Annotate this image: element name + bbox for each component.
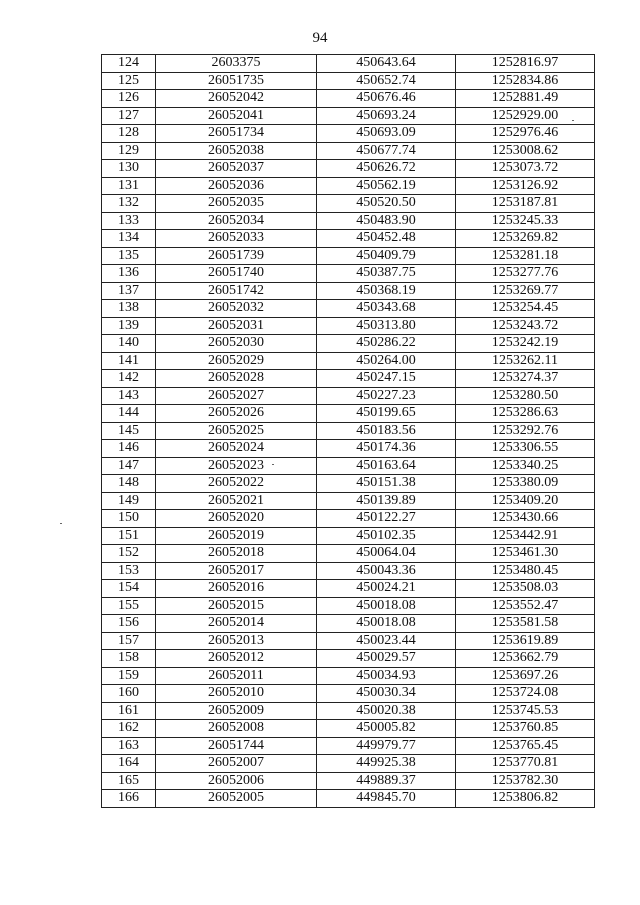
x-coordinate-cell: 450693.24 — [317, 107, 456, 125]
point-id-cell: 26052041 — [156, 107, 317, 125]
point-number-cell: 166 — [102, 790, 156, 808]
point-id-cell: 26052011 — [156, 667, 317, 685]
point-id-cell: 26052023 — [156, 457, 317, 475]
x-coordinate-cell: 450368.19 — [317, 282, 456, 300]
point-number-cell: 124 — [102, 55, 156, 73]
point-id-cell: 26052016 — [156, 580, 317, 598]
point-id-cell: 26052010 — [156, 685, 317, 703]
table-row — [102, 300, 595, 318]
table-row — [102, 422, 595, 440]
x-coordinate-cell: 450483.90 — [317, 212, 456, 230]
table-row — [102, 405, 595, 423]
point-number-cell: 155 — [102, 597, 156, 615]
scan-speck — [572, 120, 574, 121]
x-coordinate-cell: 450174.36 — [317, 440, 456, 458]
table-row — [102, 247, 595, 265]
x-coordinate-cell: 450652.74 — [317, 72, 456, 90]
point-number-cell: 144 — [102, 405, 156, 423]
x-coordinate-cell: 450064.04 — [317, 545, 456, 563]
point-id-cell: 26052037 — [156, 160, 317, 178]
y-coordinate-cell: 1253619.89 — [456, 632, 595, 650]
y-coordinate-cell: 1253269.82 — [456, 230, 595, 248]
coordinates-table — [101, 54, 595, 808]
point-number-cell: 149 — [102, 492, 156, 510]
y-coordinate-cell: 1253581.58 — [456, 615, 595, 633]
y-coordinate-cell: 1253073.72 — [456, 160, 595, 178]
point-id-cell: 26052008 — [156, 720, 317, 738]
table-row — [102, 265, 595, 283]
point-number-cell: 163 — [102, 737, 156, 755]
point-id-cell: 26051740 — [156, 265, 317, 283]
point-number-cell: 142 — [102, 370, 156, 388]
table-row — [102, 387, 595, 405]
y-coordinate-cell: 1253243.72 — [456, 317, 595, 335]
point-number-cell: 132 — [102, 195, 156, 213]
table-row — [102, 440, 595, 458]
x-coordinate-cell: 450409.79 — [317, 247, 456, 265]
x-coordinate-cell: 450102.35 — [317, 527, 456, 545]
x-coordinate-cell: 450183.56 — [317, 422, 456, 440]
point-id-cell: 26052014 — [156, 615, 317, 633]
y-coordinate-cell: 1253552.47 — [456, 597, 595, 615]
point-number-cell: 128 — [102, 125, 156, 143]
y-coordinate-cell: 1253760.85 — [456, 720, 595, 738]
table-row — [102, 597, 595, 615]
x-coordinate-cell: 450227.23 — [317, 387, 456, 405]
y-coordinate-cell: 1253480.45 — [456, 562, 595, 580]
point-id-cell: 26052013 — [156, 632, 317, 650]
y-coordinate-cell: 1253770.81 — [456, 755, 595, 773]
y-coordinate-cell: 1253442.91 — [456, 527, 595, 545]
point-id-cell: 26052027 — [156, 387, 317, 405]
y-coordinate-cell: 1253340.25 — [456, 457, 595, 475]
table-row — [102, 702, 595, 720]
y-coordinate-cell: 1253409.20 — [456, 492, 595, 510]
point-number-cell: 165 — [102, 772, 156, 790]
y-coordinate-cell: 1253274.37 — [456, 370, 595, 388]
table-row — [102, 55, 595, 73]
point-id-cell: 26052018 — [156, 545, 317, 563]
scan-speck — [60, 523, 62, 524]
x-coordinate-cell: 450286.22 — [317, 335, 456, 353]
point-number-cell: 157 — [102, 632, 156, 650]
point-number-cell: 134 — [102, 230, 156, 248]
point-id-cell: 26052017 — [156, 562, 317, 580]
x-coordinate-cell: 450151.38 — [317, 475, 456, 493]
point-id-cell: 26052032 — [156, 300, 317, 318]
point-number-cell: 143 — [102, 387, 156, 405]
x-coordinate-cell: 450343.68 — [317, 300, 456, 318]
point-id-cell: 26052021 — [156, 492, 317, 510]
point-id-cell: 26051734 — [156, 125, 317, 143]
table-row — [102, 125, 595, 143]
point-number-cell: 156 — [102, 615, 156, 633]
point-id-cell: 2603375 — [156, 55, 317, 73]
table-row — [102, 772, 595, 790]
point-number-cell: 129 — [102, 142, 156, 160]
table-row — [102, 90, 595, 108]
table-row — [102, 510, 595, 528]
y-coordinate-cell: 1252881.49 — [456, 90, 595, 108]
point-number-cell: 164 — [102, 755, 156, 773]
point-id-cell: 26052030 — [156, 335, 317, 353]
table-row — [102, 317, 595, 335]
point-id-cell: 26052033 — [156, 230, 317, 248]
table-row — [102, 335, 595, 353]
point-id-cell: 26052036 — [156, 177, 317, 195]
table-row — [102, 177, 595, 195]
y-coordinate-cell: 1253430.66 — [456, 510, 595, 528]
table-row — [102, 580, 595, 598]
x-coordinate-cell: 450520.50 — [317, 195, 456, 213]
point-id-cell: 26052006 — [156, 772, 317, 790]
point-id-cell: 26052028 — [156, 370, 317, 388]
y-coordinate-cell: 1253281.18 — [456, 247, 595, 265]
y-coordinate-cell: 1253254.45 — [456, 300, 595, 318]
point-number-cell: 153 — [102, 562, 156, 580]
x-coordinate-cell: 450562.19 — [317, 177, 456, 195]
point-id-cell: 26052025 — [156, 422, 317, 440]
y-coordinate-cell: 1252834.86 — [456, 72, 595, 90]
x-coordinate-cell: 450018.08 — [317, 597, 456, 615]
table-row — [102, 370, 595, 388]
x-coordinate-cell: 450676.46 — [317, 90, 456, 108]
point-id-cell: 26052012 — [156, 650, 317, 668]
x-coordinate-cell: 450023.44 — [317, 632, 456, 650]
point-number-cell: 125 — [102, 72, 156, 90]
y-coordinate-cell: 1253782.30 — [456, 772, 595, 790]
y-coordinate-cell: 1253461.30 — [456, 545, 595, 563]
point-id-cell: 26052038 — [156, 142, 317, 160]
y-coordinate-cell: 1253508.03 — [456, 580, 595, 598]
point-number-cell: 130 — [102, 160, 156, 178]
x-coordinate-cell: 449889.37 — [317, 772, 456, 790]
x-coordinate-cell: 450034.93 — [317, 667, 456, 685]
point-number-cell: 126 — [102, 90, 156, 108]
point-number-cell: 151 — [102, 527, 156, 545]
y-coordinate-cell: 1253126.92 — [456, 177, 595, 195]
point-number-cell: 145 — [102, 422, 156, 440]
x-coordinate-cell: 450139.89 — [317, 492, 456, 510]
x-coordinate-cell: 449979.77 — [317, 737, 456, 755]
y-coordinate-cell: 1253280.50 — [456, 387, 595, 405]
point-id-cell: 26052024 — [156, 440, 317, 458]
table-row — [102, 737, 595, 755]
point-id-cell: 26051739 — [156, 247, 317, 265]
table-row — [102, 282, 595, 300]
table-row — [102, 160, 595, 178]
point-id-cell: 26052029 — [156, 352, 317, 370]
point-number-cell: 161 — [102, 702, 156, 720]
table-row — [102, 685, 595, 703]
point-id-cell: 26052020 — [156, 510, 317, 528]
y-coordinate-cell: 1253306.55 — [456, 440, 595, 458]
table-row — [102, 562, 595, 580]
x-coordinate-cell: 450005.82 — [317, 720, 456, 738]
x-coordinate-cell: 450264.00 — [317, 352, 456, 370]
y-coordinate-cell: 1253745.53 — [456, 702, 595, 720]
y-coordinate-cell: 1253765.45 — [456, 737, 595, 755]
x-coordinate-cell: 449845.70 — [317, 790, 456, 808]
x-coordinate-cell: 450024.21 — [317, 580, 456, 598]
x-coordinate-cell: 450643.64 — [317, 55, 456, 73]
table-row — [102, 142, 595, 160]
y-coordinate-cell: 1252816.97 — [456, 55, 595, 73]
y-coordinate-cell: 1253277.76 — [456, 265, 595, 283]
x-coordinate-cell: 450029.57 — [317, 650, 456, 668]
table-row — [102, 720, 595, 738]
page-number: 94 — [312, 30, 328, 46]
point-id-cell: 26052034 — [156, 212, 317, 230]
table-row — [102, 650, 595, 668]
y-coordinate-cell: 1253724.08 — [456, 685, 595, 703]
y-coordinate-cell: 1253697.26 — [456, 667, 595, 685]
point-number-cell: 154 — [102, 580, 156, 598]
y-coordinate-cell: 1253262.11 — [456, 352, 595, 370]
point-id-cell: 26051742 — [156, 282, 317, 300]
table-row — [102, 212, 595, 230]
y-coordinate-cell: 1253292.76 — [456, 422, 595, 440]
table-row — [102, 107, 595, 125]
x-coordinate-cell: 450163.64 — [317, 457, 456, 475]
point-number-cell: 136 — [102, 265, 156, 283]
point-number-cell: 148 — [102, 475, 156, 493]
y-coordinate-cell: 1253245.33 — [456, 212, 595, 230]
point-number-cell: 127 — [102, 107, 156, 125]
y-coordinate-cell: 1253008.62 — [456, 142, 595, 160]
point-number-cell: 139 — [102, 317, 156, 335]
table-row — [102, 230, 595, 248]
point-id-cell: 26052005 — [156, 790, 317, 808]
y-coordinate-cell: 1253242.19 — [456, 335, 595, 353]
table-row — [102, 545, 595, 563]
x-coordinate-cell: 450122.27 — [317, 510, 456, 528]
point-id-cell: 26051735 — [156, 72, 317, 90]
x-coordinate-cell: 450043.36 — [317, 562, 456, 580]
point-number-cell: 131 — [102, 177, 156, 195]
point-number-cell: 137 — [102, 282, 156, 300]
point-id-cell: 26052015 — [156, 597, 317, 615]
y-coordinate-cell: 1253269.77 — [456, 282, 595, 300]
point-number-cell: 138 — [102, 300, 156, 318]
point-id-cell: 26052007 — [156, 755, 317, 773]
point-id-cell: 26052009 — [156, 702, 317, 720]
scan-speck — [272, 464, 274, 465]
table-row — [102, 527, 595, 545]
point-id-cell: 26052022 — [156, 475, 317, 493]
table-row — [102, 667, 595, 685]
y-coordinate-cell: 1252929.00 — [456, 107, 595, 125]
x-coordinate-cell: 450030.34 — [317, 685, 456, 703]
point-number-cell: 140 — [102, 335, 156, 353]
point-id-cell: 26052031 — [156, 317, 317, 335]
point-id-cell: 26052042 — [156, 90, 317, 108]
x-coordinate-cell: 450247.15 — [317, 370, 456, 388]
point-number-cell: 146 — [102, 440, 156, 458]
point-id-cell: 26051744 — [156, 737, 317, 755]
y-coordinate-cell: 1253187.81 — [456, 195, 595, 213]
table-row — [102, 475, 595, 493]
x-coordinate-cell: 450387.75 — [317, 265, 456, 283]
point-number-cell: 162 — [102, 720, 156, 738]
x-coordinate-cell: 450199.65 — [317, 405, 456, 423]
x-coordinate-cell: 450452.48 — [317, 230, 456, 248]
x-coordinate-cell: 450018.08 — [317, 615, 456, 633]
x-coordinate-cell: 450693.09 — [317, 125, 456, 143]
point-id-cell: 26052035 — [156, 195, 317, 213]
point-id-cell: 26052019 — [156, 527, 317, 545]
x-coordinate-cell: 449925.38 — [317, 755, 456, 773]
table-row — [102, 615, 595, 633]
table-row — [102, 352, 595, 370]
point-number-cell: 141 — [102, 352, 156, 370]
y-coordinate-cell: 1253662.79 — [456, 650, 595, 668]
y-coordinate-cell: 1253380.09 — [456, 475, 595, 493]
x-coordinate-cell: 450677.74 — [317, 142, 456, 160]
point-number-cell: 160 — [102, 685, 156, 703]
x-coordinate-cell: 450020.38 — [317, 702, 456, 720]
x-coordinate-cell: 450626.72 — [317, 160, 456, 178]
table-row — [102, 492, 595, 510]
point-id-cell: 26052026 — [156, 405, 317, 423]
point-number-cell: 159 — [102, 667, 156, 685]
table-row — [102, 790, 595, 808]
y-coordinate-cell: 1253806.82 — [456, 790, 595, 808]
point-number-cell: 133 — [102, 212, 156, 230]
y-coordinate-cell: 1252976.46 — [456, 125, 595, 143]
point-number-cell: 152 — [102, 545, 156, 563]
table-row — [102, 755, 595, 773]
point-number-cell: 150 — [102, 510, 156, 528]
table-row — [102, 632, 595, 650]
table-row — [102, 195, 595, 213]
x-coordinate-cell: 450313.80 — [317, 317, 456, 335]
point-number-cell: 158 — [102, 650, 156, 668]
coordinates-table-body — [102, 55, 595, 808]
table-row — [102, 72, 595, 90]
table-row — [102, 457, 595, 475]
point-number-cell: 147 — [102, 457, 156, 475]
y-coordinate-cell: 1253286.63 — [456, 405, 595, 423]
point-number-cell: 135 — [102, 247, 156, 265]
